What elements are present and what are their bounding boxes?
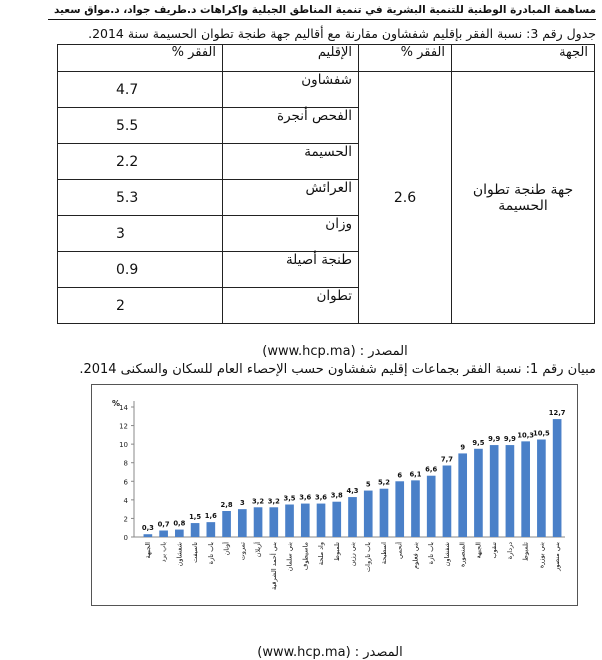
y-tick-label: 6 [123,478,128,487]
running-header: مساهمة المبادرة الوطنية للتنمية البشرية في تنمية المناطق الجبلية وإكراهات د.طريف جواد، د.مواق سعيد [53,4,596,16]
bar-value-label: 2,8 [220,501,233,509]
x-category-label: بني رزين [348,542,357,567]
bar-value-label: 3,5 [283,494,296,503]
chart-bar [222,511,231,537]
y-tick-label: 14 [119,404,128,412]
province-name: تطوان [223,288,359,324]
x-category-label: الجبهة [474,542,483,559]
header-rule [48,19,596,20]
x-category-label: دردارة [505,542,514,560]
chart-bar [317,504,326,537]
x-category-label: بني منصور [553,542,562,571]
header-province-rate: الفقر % [58,45,223,72]
table-header-row [58,45,595,72]
chart-bar [207,522,216,537]
figure-caption: مبيان رقم 1: نسبة الفقر بجماعات إقليم شفشاون حسب الإحصاء العام للسكان والسكنى 2014. [79,362,596,377]
province-rate: 4.7 [58,72,223,108]
x-category-label: بني سلمان [285,542,294,572]
chart-bar [285,505,294,538]
x-category-label: أزيلان [254,542,263,558]
chart-bar [443,466,452,538]
poverty-table [57,44,595,324]
x-category-label: باب تازة [427,542,436,565]
chart-bar [144,534,153,537]
chart-bar [411,480,420,537]
province-rate: 3 [58,216,223,252]
y-tick-label: 2 [123,515,128,524]
chart-bar [159,531,168,538]
bar-value-label: 10,3 [517,431,535,440]
chart-bar [348,497,357,537]
chart-bar [427,476,436,537]
x-category-label: تلمبوط [332,542,341,562]
bar-value-label: 5,2 [377,478,391,487]
x-category-label: ماسيطوف [301,542,310,571]
chart-bar [332,502,341,537]
bar-value-label: 1,6 [204,512,217,521]
chart-bar [506,445,515,537]
x-category-label: أنحمي [395,542,404,559]
bar-value-label: 9 [460,443,466,452]
x-category-label: الجبهة [143,542,152,559]
bar-value-label: 7,7 [440,455,453,464]
bar-value-label: 0,8 [173,519,186,528]
chart-bar [238,509,247,537]
bar-value-label: 12,7 [548,409,566,418]
x-category-label: اسطيحة [379,542,388,565]
province-rate: 2 [58,288,223,324]
chart-bar [191,523,200,537]
poverty-bar-chart [92,385,577,605]
x-category-label: أونان [222,542,231,556]
bar-value-label: 0,7 [157,520,170,529]
province-name: الفحص أنجرة [223,108,359,144]
province-rate: 5.3 [58,180,223,216]
province-name: شفشاون [223,72,359,108]
bar-value-label: 10,5 [532,429,550,438]
province-name: وزان [223,216,359,252]
chart-bar [364,491,373,537]
chart-bar [254,507,263,537]
table-caption: جدول رقم 3: نسبة الفقر بإقليم شفشاون مقارنة مع أقاليم جهة طنجة تطوان الحسيمة سنة 2014. [88,26,596,41]
region-name: جهة طنجة تطوان الحسيمة [452,72,595,324]
chart-bar [269,507,278,537]
bar-value-label: 0,3 [141,524,154,533]
province-name: طنجة أصيلة [223,252,359,288]
y-tick-label: 8 [123,459,128,468]
chart-bar [537,440,546,538]
chart-bar [175,530,184,537]
x-category-label: تلمبوط [521,542,530,562]
chart-bar [490,445,499,537]
bar-value-label: 3 [239,499,245,508]
bar-value-label: 3,2 [252,497,265,506]
x-category-label: بني بوزرة [537,542,546,569]
y-tick-label: 10 [119,441,128,450]
chart-bar [553,419,562,537]
x-category-label: تاسيفت [191,542,200,563]
y-axis-label: % [111,399,120,408]
bar-value-label: 1,5 [189,513,202,522]
province-rate: 5.5 [58,108,223,144]
bar-value-label: 3,8 [330,491,343,500]
bar-value-label: 6 [397,471,403,480]
x-category-label: شفشاون [442,542,451,567]
bar-value-label: 5 [365,480,371,489]
bar-value-label: 6,1 [409,470,422,479]
header-region: الجهة [452,45,595,72]
y-tick-label: 4 [123,496,128,505]
x-category-label: شفشاون [175,542,184,567]
header-region-rate: الفقر % [359,45,452,72]
x-category-label: تنقوب [490,542,499,559]
x-category-label: بني فغلوم [411,542,420,570]
bar-value-label: 9,9 [503,435,516,444]
chart-bar [380,489,389,537]
province-rate: 2.2 [58,144,223,180]
x-category-label: المنصورة [458,542,467,568]
province-name: العرائش [223,180,359,216]
region-rate: 2.6 [359,72,452,324]
x-category-label: باب برد [159,542,168,563]
x-category-label: واد ملحة [317,542,326,566]
chart-frame [91,384,578,606]
table-source: المصدر : (www.hcp.ma) [262,344,408,359]
chart-bar [458,453,467,537]
chart-bar [521,441,530,537]
x-category-label: تمروت [238,542,247,561]
chart-bar [301,504,310,537]
province-rate: 0.9 [58,252,223,288]
figure-source: المصدر : (www.hcp.ma) [257,645,403,660]
province-name: الحسيمة [223,144,359,180]
bar-value-label: 3,2 [267,497,280,506]
header-province: الإقليم [223,45,359,72]
chart-bar [395,481,404,537]
x-category-label: باب تاروات [364,542,373,572]
y-tick-label: 0 [123,534,128,542]
bar-value-label: 9,9 [488,435,501,444]
bar-value-label: 3,6 [314,493,328,502]
x-category-label: باب تازة [206,542,215,565]
table-row [58,72,595,108]
x-category-label: بني أحمد الشرقية [269,542,278,591]
y-tick-label: 12 [119,422,128,431]
bar-value-label: 9,5 [472,438,485,447]
bar-value-label: 6,6 [425,465,438,474]
bar-value-label: 3,6 [299,493,312,502]
chart-bar [474,449,483,537]
bar-value-label: 4,3 [346,487,359,496]
